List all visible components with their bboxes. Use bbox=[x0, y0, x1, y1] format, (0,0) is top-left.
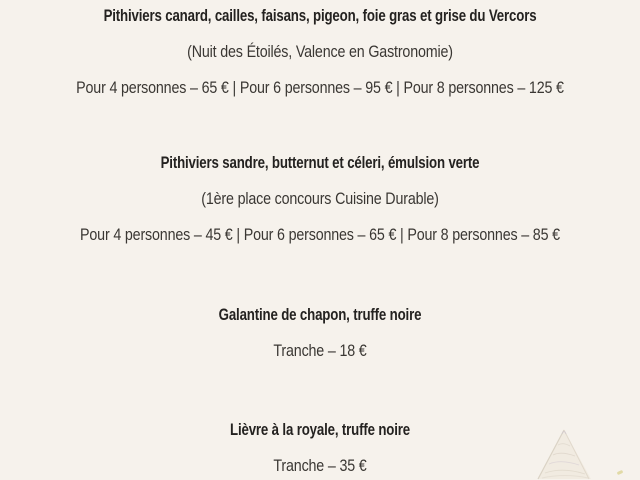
dish-note: (Nuit des Étoilés, Valence en Gastronomie) bbox=[187, 42, 453, 61]
dish-title: Pithiviers sandre, butternut et céleri, émulsion verte bbox=[160, 153, 480, 172]
dish-title: Pithiviers canard, cailles, faisans, pigeon, foie gras et grise du Vercors bbox=[103, 6, 537, 25]
sketched-tree-icon bbox=[525, 427, 603, 480]
dish-prices: Pour 4 personnes – 65 € | Pour 6 personnes – 95 € | Pour 8 personnes – 125 € bbox=[76, 78, 564, 97]
dish-title: Galantine de chapon, truffe noire bbox=[218, 305, 422, 324]
menu-section-pithiviers-canard bbox=[0, 6, 640, 98]
dish-prices: Tranche – 35 € bbox=[273, 456, 367, 475]
dish-prices: Pour 4 personnes – 45 € | Pour 6 personnes – 65 € | Pour 8 personnes – 85 € bbox=[80, 225, 560, 244]
menu-section-galantine bbox=[0, 305, 640, 361]
dish-note: (1ère place concours Cuisine Durable) bbox=[201, 189, 439, 208]
dish-prices: Tranche – 18 € bbox=[273, 341, 367, 360]
menu-section-pithiviers-sandre bbox=[0, 153, 640, 245]
dish-title: Lièvre à la royale, truffe noire bbox=[230, 420, 410, 439]
